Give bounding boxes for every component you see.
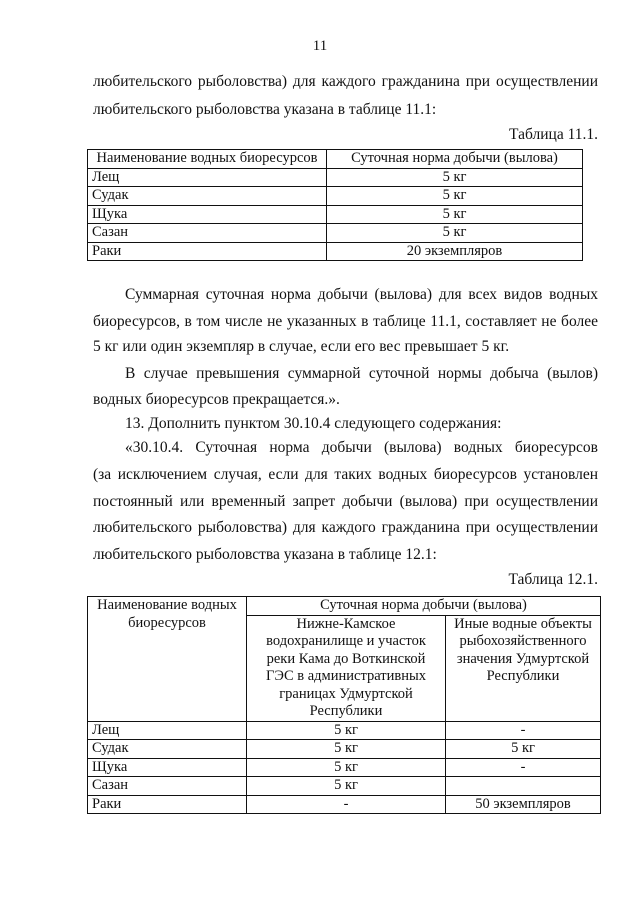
paragraph-line: биоресурсов, в том числе не указанных в таблице 11.1, составляет не более <box>93 313 598 330</box>
paragraph-line: Суммарная суточная норма добычи (вылова) для всех видов водных <box>125 286 598 303</box>
table2-cell-other: - <box>446 721 601 740</box>
paragraph-line: В случае превышения суммарной суточной нормы добыча (вылов) <box>125 365 598 382</box>
table2-cell-other: - <box>446 758 601 777</box>
table2-cell-kama: 5 кг <box>247 758 446 777</box>
table1-header-row <box>88 150 583 169</box>
table2-header-row <box>88 597 601 616</box>
paragraph-line: водных биоресурсов прекращается.». <box>93 391 340 408</box>
table-row <box>88 721 601 740</box>
table1-caption: Таблица 11.1. <box>509 126 598 143</box>
table2-cell-other: 5 кг <box>446 740 601 759</box>
page-number: 11 <box>312 38 328 54</box>
table2-cell-other <box>446 777 601 796</box>
table2-cell-kama: 5 кг <box>247 721 446 740</box>
table2-cell-species: Щука <box>88 758 247 777</box>
paragraph-line: 13. Дополнить пунктом 30.10.4 следующего содержания: <box>125 415 502 432</box>
table-row <box>88 224 583 243</box>
table1-cell-species: Раки <box>88 242 327 261</box>
table-row <box>88 795 601 814</box>
paragraph-line: «30.10.4. Суточная норма добычи (вылова) водных биоресурсов <box>125 439 598 456</box>
table-row <box>88 168 583 187</box>
paragraph-line: 5 кг или один экземпляр в случае, если его вес превышает 5 кг. <box>93 338 510 355</box>
paragraph-line: постоянный или временный запрет добычи (вылова) при осуществлении <box>93 493 598 510</box>
table1-header-name: Наименование водных биоресурсов <box>88 150 327 169</box>
table-row <box>88 242 583 261</box>
table2 <box>87 596 601 814</box>
intro-line: любительского рыболовства указана в таблице 11.1: <box>93 101 437 118</box>
table2-cell-species: Судак <box>88 740 247 759</box>
table1-cell-norm: 5 кг <box>327 205 583 224</box>
table-row <box>88 758 601 777</box>
table-row <box>88 205 583 224</box>
table2-cell-kama: 5 кг <box>247 777 446 796</box>
table2-subheader-other: Иные водные объекты рыбохозяйственного значения Удмуртской Республики <box>446 615 601 721</box>
table-row <box>88 187 583 206</box>
table2-cell-species: Сазан <box>88 777 247 796</box>
table1-cell-norm: 20 экземпляров <box>327 242 583 261</box>
table1-cell-species: Щука <box>88 205 327 224</box>
table1-cell-species: Сазан <box>88 224 327 243</box>
table1-cell-norm: 5 кг <box>327 187 583 206</box>
table2-cell-kama: - <box>247 795 446 814</box>
intro-line: любительского рыболовства) для каждого гражданина при осуществлении <box>93 73 598 90</box>
table1-cell-species: Судак <box>88 187 327 206</box>
paragraph-line: любительского рыболовства указана в таблице 12.1: <box>93 546 437 563</box>
table2-header-name: Наименование водных биоресурсов <box>88 597 247 722</box>
table2-cell-species: Лещ <box>88 721 247 740</box>
table2-caption: Таблица 12.1. <box>508 571 598 588</box>
table2-subheader-kama: Нижне-Камское водохранилище и участок реки Кама до Воткинской ГЭС в административных границах Удмуртской Республики <box>247 615 446 721</box>
table-row <box>88 740 601 759</box>
table2-cell-other: 50 экземпляров <box>446 795 601 814</box>
table1-header-norm: Суточная норма добычи (вылова) <box>327 150 583 169</box>
paragraph-line: (за исключением случая, если для таких водных биоресурсов установлен <box>93 466 598 483</box>
table2-header-norm: Суточная норма добычи (вылова) <box>247 597 601 616</box>
table1-cell-norm: 5 кг <box>327 168 583 187</box>
table1-cell-species: Лещ <box>88 168 327 187</box>
table2-cell-species: Раки <box>88 795 247 814</box>
table-row <box>88 777 601 796</box>
paragraph-line: любительского рыболовства) для каждого гражданина при осуществлении <box>93 519 598 536</box>
table2-cell-kama: 5 кг <box>247 740 446 759</box>
table1-cell-norm: 5 кг <box>327 224 583 243</box>
table1 <box>87 149 583 261</box>
